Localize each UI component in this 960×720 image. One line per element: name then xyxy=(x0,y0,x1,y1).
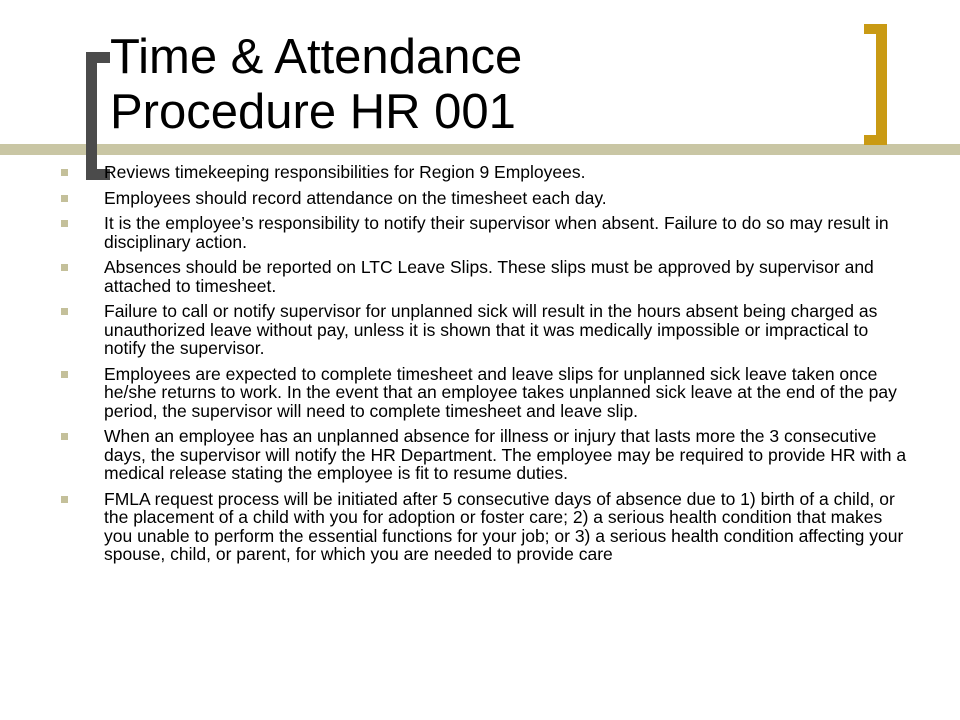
bullet-text: Absences should be reported on LTC Leave Slips. These slips must be approved by supervisor and attached to timesheet. xyxy=(104,257,874,296)
bullet-text: When an employee has an unplanned absence for illness or injury that lasts more the 3 consecutive days, the supervisor will notify the HR Department. The employee may be required to provide HR with a medical release stating the employee is fit to resume duties. xyxy=(104,426,907,483)
right-bracket-bottom-cap xyxy=(864,135,887,145)
bullet-item xyxy=(61,302,911,358)
left-bracket-top-cap xyxy=(86,52,110,63)
right-bracket-decoration xyxy=(876,24,887,145)
bullet-list xyxy=(61,163,911,571)
bullet-text: Failure to call or notify supervisor for unplanned sick will result in the hours absent being charged as unauthorized leave without pay, unless it is shown that it was medically impossible or impractical to notify the supervisor. xyxy=(104,301,878,358)
bullet-item xyxy=(61,163,911,182)
title-underline-bar xyxy=(0,144,960,155)
square-bullet-icon xyxy=(61,169,68,176)
slide-title xyxy=(110,30,850,140)
bullet-text: It is the employee’s responsibility to notify their supervisor when absent. Failure to do so may result in disciplinary action. xyxy=(104,213,889,252)
bullet-text: FMLA request process will be initiated after 5 consecutive days of absence due to 1) birth of a child, or the placement of a child with you for adoption or foster care; 2) a serious health condition that makes you unable to perform the essential functions for your job; or 3) a serious health condition affecting your spouse, child, or parent, for which you are needed to provide care xyxy=(104,488,904,564)
left-bracket-decoration xyxy=(86,52,97,180)
square-bullet-icon xyxy=(61,220,68,227)
bullet-text: Reviews timekeeping responsibilities for Region 9 Employees. xyxy=(104,162,586,182)
square-bullet-icon xyxy=(61,433,68,440)
bullet-item xyxy=(61,490,911,564)
square-bullet-icon xyxy=(61,308,68,315)
slide-title-line-2: Procedure HR 001 xyxy=(110,85,516,139)
bullet-text: Employees should record attendance on the timesheet each day. xyxy=(104,187,607,208)
square-bullet-icon xyxy=(61,371,68,378)
bullet-item xyxy=(61,189,911,208)
bullet-item xyxy=(61,214,911,251)
bullet-item xyxy=(61,365,911,421)
slide-title-line-1: Time & Attendance xyxy=(110,30,523,84)
right-bracket-top-cap xyxy=(864,24,887,34)
bullet-item xyxy=(61,427,911,483)
bullet-item xyxy=(61,258,911,295)
square-bullet-icon xyxy=(61,264,68,271)
square-bullet-icon xyxy=(61,195,68,202)
bullet-text: Employees are expected to complete timesheet and leave slips for unplanned sick leave taken once he/she returns to work. In the event that an employee takes unplanned sick leave at the end of the pay period, the supervisor will need to complete timesheet and leave slip. xyxy=(104,363,897,421)
square-bullet-icon xyxy=(61,496,68,503)
